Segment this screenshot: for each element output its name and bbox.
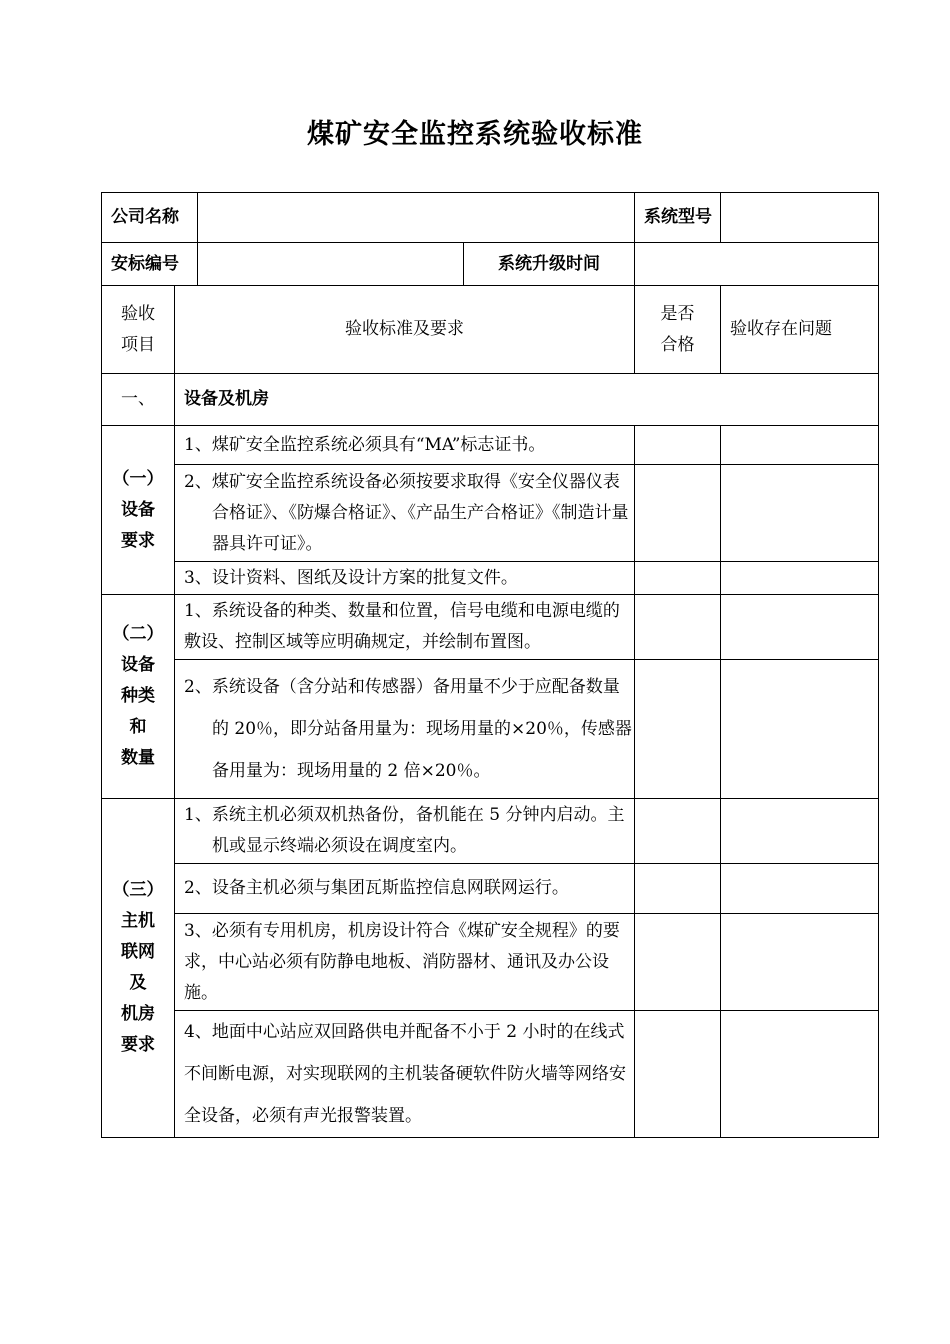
- header-row-company: [102, 193, 879, 243]
- requirement-text: 3、必须有专用机房，机房设计符合《煤矿安全规程》的要求，中心站必须有防静电地板、消防器材、通讯及办公设施。: [175, 914, 635, 1011]
- issue-cell[interactable]: [721, 1011, 879, 1138]
- issue-cell[interactable]: [721, 914, 879, 1011]
- pass-cell[interactable]: [635, 914, 721, 1011]
- table-row: [102, 562, 879, 595]
- section-title: 设备及机房: [175, 374, 879, 426]
- requirement-text: 1、系统设备的种类、数量和位置，信号电缆和电源电缆的敷设、控制区域等应明确规定，并绘制布置图。: [175, 595, 635, 660]
- table-row: [102, 799, 879, 864]
- model-value[interactable]: [721, 193, 879, 243]
- issue-cell[interactable]: [721, 426, 879, 465]
- column-item-line2: 项目: [121, 334, 155, 355]
- requirement-text: 1、煤矿安全监控系统必须具有“MA”标志证书。: [175, 426, 635, 465]
- section-number: 一、: [102, 374, 175, 426]
- section-row: [102, 374, 879, 426]
- requirement-text: 1、系统主机必须双机热备份，备机能在 5 分钟内启动。主机或显示终端必须设在调度室内。: [175, 799, 635, 864]
- issue-cell[interactable]: [721, 799, 879, 864]
- column-pass-line1: 是否: [660, 303, 695, 324]
- company-label: 公司名称: [102, 193, 198, 243]
- column-pass: [635, 286, 721, 374]
- column-issues: 验收存在问题: [721, 286, 879, 374]
- issue-cell[interactable]: [721, 562, 879, 595]
- pass-cell[interactable]: [635, 799, 721, 864]
- requirement-text: 4、地面中心站应双回路供电并配备不小于 2 小时的在线式不间断电源，对实现联网的主机装备硬软件防火墙等网络安全设备，必须有声光报警装置。: [175, 1011, 635, 1138]
- table-row: [102, 864, 879, 914]
- table-row: [102, 465, 879, 562]
- group-label-3: （三） 主机 联网 及 机房 要求: [102, 799, 175, 1138]
- pass-cell[interactable]: [635, 562, 721, 595]
- acceptance-table: [101, 192, 879, 1138]
- pass-cell[interactable]: [635, 864, 721, 914]
- safety-no-label: 安标编号: [102, 243, 198, 286]
- issue-cell[interactable]: [721, 595, 879, 660]
- group-label-2: （二） 设备 种类 和 数量: [102, 595, 175, 799]
- company-value[interactable]: [198, 193, 635, 243]
- pass-cell[interactable]: [635, 1011, 721, 1138]
- table-row: [102, 914, 879, 1011]
- table-row: [102, 660, 879, 799]
- group-label-1: （一） 设备 要求: [102, 426, 175, 595]
- requirement-text: 2、煤矿安全监控系统设备必须按要求取得《安全仪器仪表合格证》、《防爆合格证》、《产品生产合格证》《制造计量器具许可证》。: [175, 465, 635, 562]
- upgrade-value[interactable]: [635, 243, 879, 286]
- page-title: 煤矿安全监控系统验收标准: [307, 119, 643, 150]
- issue-cell[interactable]: [721, 465, 879, 562]
- column-header-row: [102, 286, 879, 374]
- column-pass-line2: 合格: [660, 334, 695, 355]
- table-row: [102, 426, 879, 465]
- header-row-safety: [102, 243, 879, 286]
- table-row: [102, 595, 879, 660]
- model-label: 系统型号: [635, 193, 721, 243]
- requirement-text: 2、设备主机必须与集团瓦斯监控信息网联网运行。: [175, 864, 635, 914]
- pass-cell[interactable]: [635, 465, 721, 562]
- pass-cell[interactable]: [635, 426, 721, 465]
- pass-cell[interactable]: [635, 660, 721, 799]
- safety-no-value[interactable]: [198, 243, 464, 286]
- issue-cell[interactable]: [721, 864, 879, 914]
- requirement-text: 2、系统设备（含分站和传感器）备用量不少于应配备数量的 20％，即分站备用量为：现场用量的×20％，传感器备用量为：现场用量的 2 倍×20％。: [175, 660, 635, 799]
- upgrade-label: 系统升级时间: [464, 243, 635, 286]
- table-row: [102, 1011, 879, 1138]
- column-item: [102, 286, 175, 374]
- issue-cell[interactable]: [721, 660, 879, 799]
- column-item-line1: 验收: [121, 303, 155, 324]
- requirement-text: 3、设计资料、图纸及设计方案的批复文件。: [175, 562, 635, 595]
- column-standard: 验收标准及要求: [175, 286, 635, 374]
- pass-cell[interactable]: [635, 595, 721, 660]
